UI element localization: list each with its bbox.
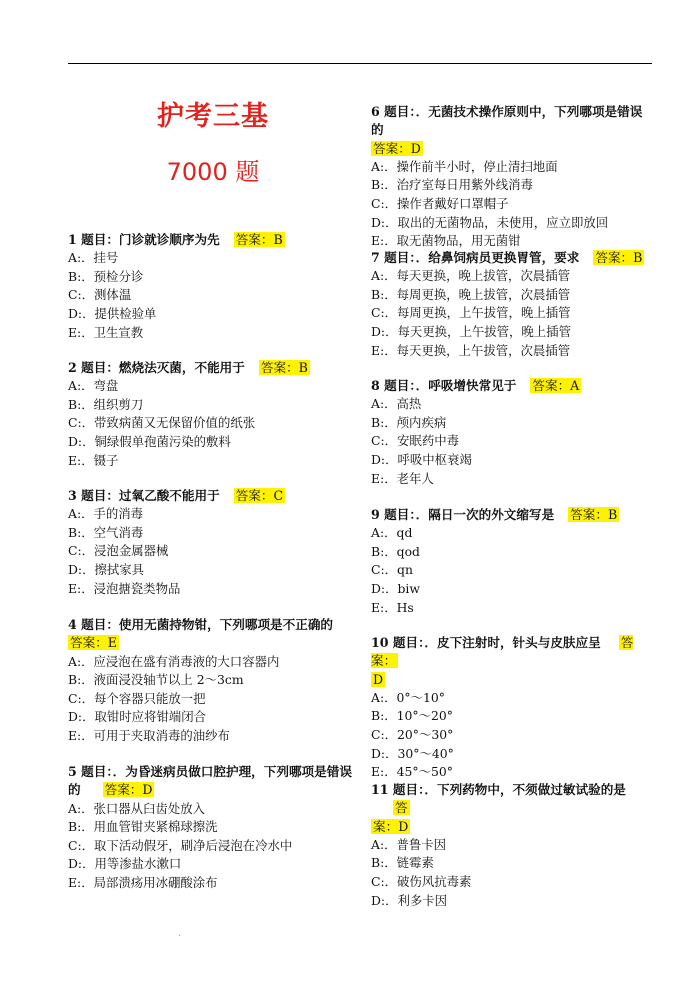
option-c: C:．带致病菌又无保留价值的纸张 (68, 415, 256, 431)
question-6 (371, 103, 653, 251)
option-a: A:．每天更换，晚上拔管，次晨插管 (371, 268, 570, 284)
answer-badge: 答案：C (235, 488, 284, 503)
answer-badge-line1: 答 (395, 800, 408, 816)
question-1 (68, 231, 353, 342)
option-b: B:．每周更换，晚上拔管，次晨插管 (371, 286, 571, 302)
question-10 (371, 634, 653, 782)
option-d: D:．biw (371, 581, 420, 597)
option-a: A:．qd (371, 525, 413, 541)
answer-badge: 答案：D (373, 140, 421, 156)
option-e: E:．卫生宣教 (68, 324, 144, 340)
question-heading: 3 题目：过氧乙酸不能用于 (68, 488, 220, 503)
option-a: A:．0°～10° (371, 689, 445, 705)
option-b: B:．预检分诊 (68, 268, 144, 284)
option-e: E:．局部溃疡用冰硼酸涂布 (68, 874, 218, 890)
question-4 (68, 616, 353, 746)
answer-badge: 答案：B (235, 232, 283, 247)
option-e: E:．镊子 (68, 452, 119, 468)
answer-badge: 答案：D (104, 782, 153, 798)
answer-badge: 答案：E (70, 635, 117, 651)
option-b: B:．颅内疾病 (371, 414, 447, 430)
option-c: C:．破伤风抗毒素 (371, 874, 472, 890)
option-d: D:．擦拭家具 (68, 562, 145, 578)
answer-badge-line1: 答案： (371, 635, 634, 669)
option-c: C:．测体温 (68, 287, 132, 303)
question-heading: 4 题目：使用无菌持物钳，下列哪项是不正确的 (68, 617, 334, 632)
option-e: E:．浸泡搪瓷类物品 (68, 580, 181, 596)
question-9 (371, 506, 653, 617)
option-d: D:．提供检验单 (68, 306, 157, 322)
option-a: A:．操作前半小时，停止清扫地面 (371, 158, 558, 174)
question-7 (371, 249, 653, 360)
top-rule (68, 63, 652, 64)
question-2 (68, 359, 353, 470)
option-a: A:．高热 (371, 396, 422, 412)
option-c: C:．浸泡金属器械 (68, 543, 169, 559)
option-c: C:．20°～30° (371, 727, 454, 743)
answer-badge: 答案：B (570, 507, 618, 522)
option-d: D:．呼吸中枢衰竭 (371, 452, 472, 468)
answer-badge: 答案：A (532, 378, 580, 393)
answer-badge: 答案：B (260, 360, 308, 375)
option-d: D:．取出的无菌物品，未使用，应立即放回 (371, 214, 609, 230)
option-a: A:．应浸泡在盛有消毒液的大口容器内 (68, 653, 280, 669)
answer-badge-line2: D (373, 671, 384, 687)
question-5 (68, 763, 353, 893)
question-heading: 11 题目：．下列药物中，不须做过敏试验的是 (371, 782, 626, 797)
option-b: B:．组织剪刀 (68, 396, 144, 412)
option-e: E:．Hs (371, 599, 414, 615)
question-heading-line1: 5 题目：．为昏迷病员做口腔护理，下列哪项是错误 (68, 764, 352, 779)
option-e: E:．45°～50° (371, 764, 453, 780)
question-3 (68, 487, 353, 598)
option-e: E:．可用于夹取消毒的油纱布 (68, 727, 230, 743)
option-b: B:．治疗室每日用紫外线消毒 (371, 177, 533, 193)
option-b: B:．用血管钳夹紧棉球擦洗 (68, 819, 218, 835)
option-b: B:．10°～20° (371, 708, 453, 724)
question-heading: 2 题目：燃烧法灭菌，不能用于 (68, 360, 245, 375)
option-c: C:．每周更换，上午拔管，晚上插管 (371, 305, 571, 321)
question-heading-line2: 的 (68, 782, 81, 798)
question-heading: 10 题目：．皮下注射时，针头与皮肤应呈 (371, 635, 601, 650)
option-d: D:．每天更换，上午拔管，晚上插管 (371, 324, 571, 340)
question-heading: 8 题目：．呼吸增快常见于 (371, 378, 517, 393)
question-heading: 6 题目：．无菌技术操作原则中，下列哪项是错误的 (371, 104, 643, 138)
option-c: C:．安眠药中毒 (371, 433, 459, 449)
option-a: A:．普鲁卡因 (371, 836, 447, 852)
option-e: E:．取无菌物品，用无菌钳 (371, 233, 521, 249)
question-heading: 9 题目：．隔日一次的外文缩写是 (371, 507, 555, 522)
option-c: C:．取下活动假牙，刷净后浸泡在冷水中 (68, 837, 293, 853)
option-c: C:．qn (371, 562, 413, 578)
option-c: C:．每个容器只能放一把 (68, 690, 206, 706)
footer-mark: . (178, 928, 182, 939)
option-b: B:．空气消毒 (68, 524, 144, 540)
option-d: D:．30°～40° (371, 745, 454, 761)
option-d: D:．取钳时应将钳端闭合 (68, 709, 207, 725)
option-b: B:．qod (371, 543, 420, 559)
option-a: A:．手的消毒 (68, 506, 144, 522)
answer-badge: 答案：B (595, 250, 643, 265)
document-subtitle: 7000 题 (166, 158, 260, 186)
document-title: 护考三基 (157, 101, 269, 132)
option-c: C:．操作者戴好口罩帽子 (371, 196, 509, 212)
question-8 (371, 377, 653, 488)
option-b: B:．液面浸没轴节以上 2～3cm (68, 672, 244, 688)
question-heading: 1 题目：门诊就诊顺序为先 (68, 232, 220, 247)
option-a: A:．挂号 (68, 250, 119, 266)
option-d: D:．铜绿假单孢菌污染的敷料 (68, 434, 231, 450)
option-a: A:．弯盘 (68, 378, 119, 394)
question-11 (371, 781, 653, 910)
option-e: E:．老年人 (371, 470, 434, 486)
answer-badge-line2: 案：D (373, 818, 409, 834)
question-heading: 7 题目：．给鼻饲病员更换胃管，要求 (371, 250, 580, 265)
option-a: A:．张口器从臼齿处放入 (68, 800, 206, 816)
option-b: B:．链霉素 (371, 855, 434, 871)
option-e: E:．每天更换，上午拔管，次晨插管 (371, 342, 571, 358)
option-d: D:．用等渗盐水漱口 (68, 856, 182, 872)
option-d: D:．利多卡因 (371, 892, 448, 908)
